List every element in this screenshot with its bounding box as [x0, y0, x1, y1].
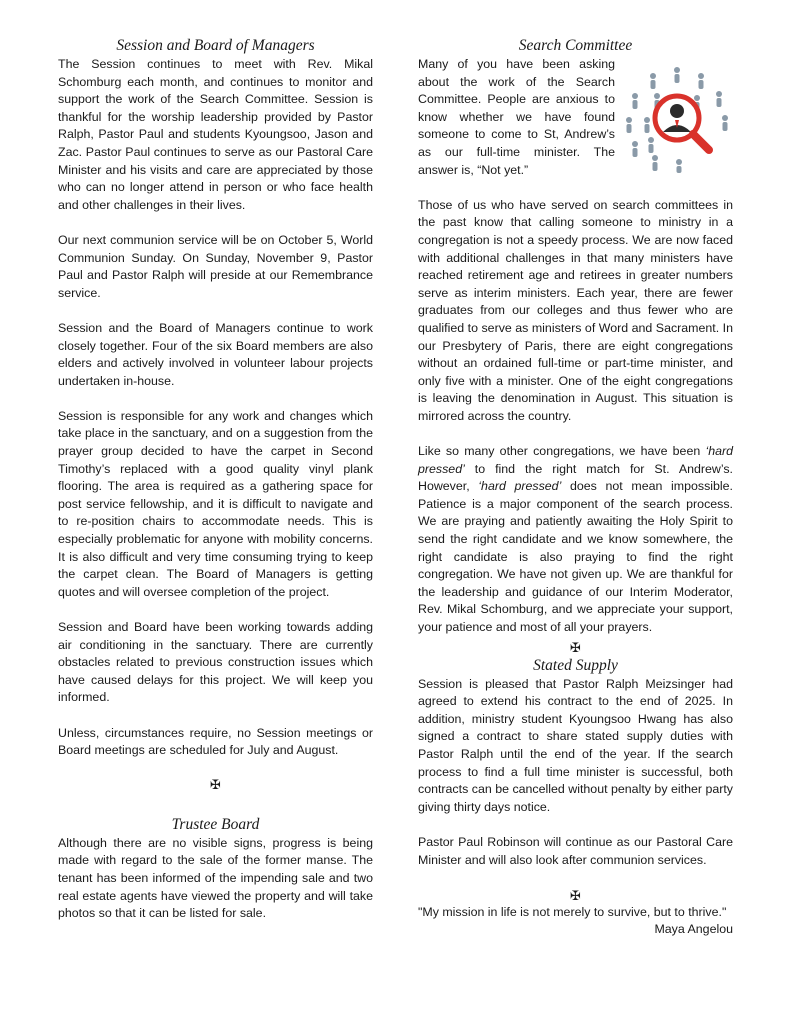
session-heading: Session and Board of Managers: [116, 37, 315, 54]
search-paragraph-3: [418, 443, 733, 637]
search-p3-text-a: Like so many other congregations, we have been: [418, 444, 706, 459]
session-paragraph-1: The Session continues to meet with Rev. Mikal Schomburg each month, and continues to monitor and support the work of the Search Committee. Session is thankful for the worship leadership provided by Pastor Ralph, Pastor Paul and students Kyoungsoo, Jason and Zac. Pastor Paul continues to serve as our Pastoral Care Minister and his visits and care are appreciated by those who can no longer attend in person or who face health and other challenges in their lives.: [58, 57, 373, 212]
search-paragraph-2: Those of us who have served on search committees in the past know that calling someone to ministry in a congregation is not a speedy process. We are now faced with additional challenges in that many ministers have reached retirement age and retirees in greater numbers serve as interim ministers. Each year, there are fewer graduates from our colleges and thus fewer who are qualified to serve as ministers of Word and Sacrament. In our Presbytery of Paris, there are eight congregations without an ordained full-time or part-time minister, and only five with a minister. One of the eight congregations is leaving the denomination in August. This situation is mirrored across the country.: [418, 197, 733, 423]
session-paragraph-6: Unless, circumstances require, no Session meetings or Board meetings are scheduled for July and August.: [58, 725, 373, 758]
closing-quote: [418, 904, 733, 937]
cross-divider: ✠: [210, 776, 221, 792]
supply-paragraph-1: Session is pleased that Pastor Ralph Meizsinger had agreed to extend his contract to the end of 2025. In addition, ministry student Kyoungsoo Hwang has also signed a contract to share stated supply duties with Pastor Ralph until the end of the year. If the search process to find a full time minister is successful, both contracts can be cancelled without penalty by either party giving thirty days notice.: [418, 676, 733, 814]
session-paragraph-3: Session and the Board of Managers continue to work closely together. Four of the six Board members are also elders and actively involved in volunteer labour projects undertaken in-house.: [58, 320, 373, 388]
cross-divider: ✠: [570, 887, 581, 903]
trustee-paragraph: Although there are no visible signs, progress is being made with regard to the sale of the former manse. The tenant has been informed of the impending sale and two real estate agents have viewed the property and will take photos so that it can be listed for sale.: [58, 835, 373, 921]
session-paragraph-2: Our next communion service will be on October 5, World Communion Sunday. On Sunday, November 9, Pastor Paul and Pastor Ralph will preside at our Remembrance service.: [58, 232, 373, 300]
session-paragraph-4: Session is responsible for any work and changes which take place in the sanctuary, and on a suggestion from the prayer group decided to have the carpet in Second Timothy’s replaced with a good quality vinyl plank flooring. The area is required as a gathering space for post service fellowship, and it is difficult to navigate and to re-position chairs to accommodate needs. This is especially problematic for anyone with mobility concerns. It is also difficult and very time consuming trying to keep the carpet clean. The Board of Managers is getting quotes and will oversee completion of the project.: [58, 408, 373, 599]
search-p3-emphasis-2: ‘hard pressed’: [478, 479, 562, 494]
people-search-magnifier-icon: [621, 62, 733, 174]
left-column: [58, 36, 373, 923]
search-p3-text-b: to find the right match for St. Andrew’s. However,: [418, 461, 733, 494]
search-p3-text-c: does not mean impossible. Patience is a major component of the search process. We are praying and patiently awaiting the Holy Spirit to send the right candidate and we know somewhere, the right candidate is also praying to find the right congregation. We have not given up. We are thankful for the leadership and guidance of our Interim Moderator, Rev. Mikal Schomburg, and we appreciate your support, your patience and most of all your prayers.: [418, 479, 733, 634]
search-paragraph-1: Many of you have been asking about the work of the Search Committee. People are anxious to know whether we have found someone to come to St, Andrew’s as our full-time minister. The answer is, “Not yet.”: [418, 57, 615, 177]
supply-heading: Stated Supply: [533, 656, 618, 674]
right-column: [418, 36, 733, 939]
search-heading: Search Committee: [518, 37, 633, 54]
supply-paragraph-2: Pastor Paul Robinson will continue as our Pastoral Care Minister and will also look after communion services.: [418, 834, 733, 867]
quote-author: Maya Angelou: [654, 922, 733, 937]
session-paragraph-5: Session and Board have been working towards adding air conditioning in the sanctuary. There are currently obstacles related to previous construction issues which have caused delays for this project. We will keep you informed.: [58, 620, 373, 705]
quote-text: "My mission in life is not merely to survive, but to thrive.": [418, 904, 727, 919]
search-p3-emphasis-1: ‘hard pressed’: [418, 444, 733, 476]
cross-divider: ✠: [570, 639, 581, 655]
trustee-heading: Trustee Board: [171, 815, 260, 833]
